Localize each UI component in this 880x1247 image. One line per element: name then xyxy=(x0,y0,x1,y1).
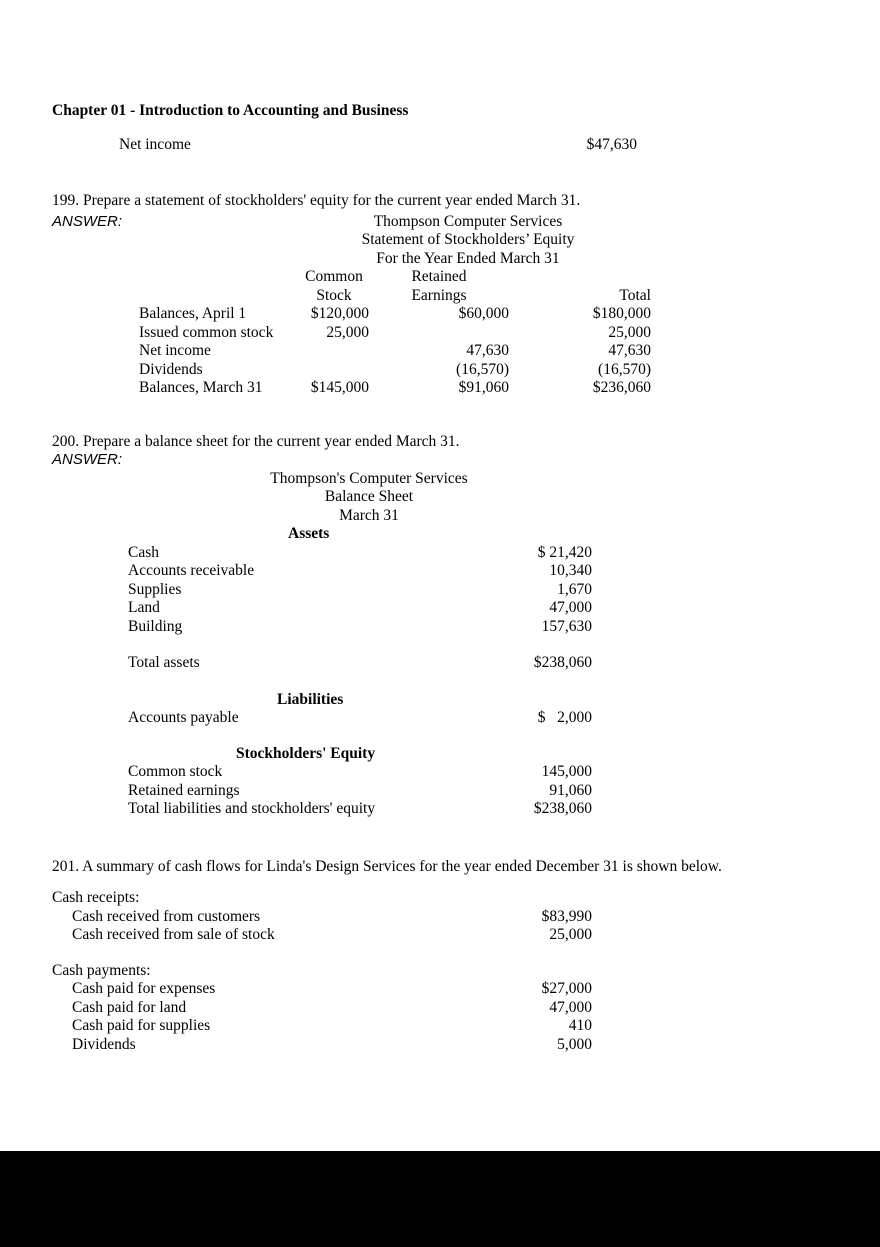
chapter-header: Chapter 01 - Introduction to Accounting and Business xyxy=(52,102,409,119)
row-label: Building xyxy=(128,617,183,635)
net-income-label: Net income xyxy=(119,135,191,153)
balance-sheet-row xyxy=(52,709,828,728)
row-label: Retained earnings xyxy=(128,781,240,799)
row-label: Dividends xyxy=(139,360,203,378)
row-label: Supplies xyxy=(128,580,182,598)
row-label: Balances, March 31 xyxy=(139,379,263,396)
row-value: $ 21,420 xyxy=(537,543,592,561)
row-common: 25,000 xyxy=(326,323,369,341)
table-row xyxy=(139,379,651,398)
balance-sheet-row xyxy=(52,599,828,618)
row-value: 47,000 xyxy=(549,599,592,616)
table-row xyxy=(139,305,651,324)
row-label: Net income xyxy=(139,342,211,359)
q200-title-statement: Balance Sheet xyxy=(324,488,414,505)
row-retained: (16,570) xyxy=(456,360,509,378)
row-retained: 47,630 xyxy=(466,342,509,359)
row-label: Cash paid for expenses xyxy=(72,980,216,997)
table-row xyxy=(139,361,651,380)
row-label: Common stock xyxy=(128,763,223,780)
q200-question: 200. Prepare a balance sheet for the current year ended March 31. xyxy=(52,432,460,450)
row-value: $83,990 xyxy=(541,907,592,925)
row-value: 5,000 xyxy=(557,1035,592,1053)
balance-sheet-row xyxy=(52,618,828,637)
row-value: 91,060 xyxy=(549,781,592,799)
q200-answer-label: ANSWER: xyxy=(52,451,123,468)
q199-title-statement: Statement of Stockholders’ Equity xyxy=(361,231,575,248)
cash-flow-row xyxy=(52,980,828,999)
row-common xyxy=(299,342,369,361)
equity-header-row-1 xyxy=(139,268,651,287)
cash-flow-row xyxy=(52,926,828,945)
row-value: 1,670 xyxy=(557,580,592,598)
col-total: Total xyxy=(619,286,651,304)
row-label: Accounts payable xyxy=(128,709,239,726)
net-income-row xyxy=(52,136,828,155)
q199-title-company: Thompson Computer Services xyxy=(373,212,563,230)
cash-flow-row xyxy=(52,1036,828,1055)
cash-flow-row xyxy=(52,908,828,927)
bottom-black-bar xyxy=(0,1151,880,1247)
row-value: $238,060 xyxy=(533,800,592,817)
row-value: $27,000 xyxy=(541,980,592,997)
cash-payments-heading: Cash payments: xyxy=(52,961,151,979)
assets-heading: Assets xyxy=(288,525,330,542)
balance-sheet-row xyxy=(52,581,828,600)
q199-title-period: For the Year Ended March 31 xyxy=(376,249,560,267)
row-value: 25,000 xyxy=(549,926,592,943)
row-value: 157,630 xyxy=(541,617,592,635)
row-value: $ 2,000 xyxy=(537,709,592,726)
row-common: $120,000 xyxy=(310,305,369,322)
cash-flow-row xyxy=(52,1017,828,1036)
row-label: Balances, April 1 xyxy=(139,305,247,322)
net-income-value: $47,630 xyxy=(586,135,637,153)
row-retained: $91,060 xyxy=(458,379,509,396)
row-retained: $60,000 xyxy=(458,305,509,322)
equity-heading: Stockholders' Equity xyxy=(236,744,376,762)
row-label: Land xyxy=(128,599,160,616)
row-label: Total liabilities and stockholders' equity xyxy=(128,800,376,817)
row-label: Total assets xyxy=(128,654,200,671)
row-value: $238,060 xyxy=(533,654,592,671)
balance-sheet-row xyxy=(52,544,828,563)
q200-title-date: March 31 xyxy=(339,506,399,524)
table-row xyxy=(139,324,651,343)
row-value: 410 xyxy=(568,1017,592,1034)
row-label: Dividends xyxy=(72,1035,136,1053)
q199-answer-block xyxy=(52,213,828,269)
q199-question: 199. Prepare a statement of stockholders' equity for the current year ended March 31. xyxy=(52,192,581,209)
row-total: 47,630 xyxy=(608,342,651,359)
row-value: 47,000 xyxy=(549,998,592,1016)
q201-question: 201. A summary of cash flows for Linda's Design Services for the year ended December 31 is shown below. xyxy=(52,857,722,875)
col-retained-line2: Earnings xyxy=(411,286,467,304)
cash-flow-row xyxy=(52,999,828,1018)
balance-sheet-row xyxy=(52,763,828,782)
balance-sheet-row xyxy=(52,562,828,581)
row-value: 10,340 xyxy=(549,562,592,579)
balance-sheet-row xyxy=(52,782,828,801)
row-total: 25,000 xyxy=(608,323,651,341)
row-label: Cash paid for land xyxy=(72,998,187,1016)
col-common-line1: Common xyxy=(305,268,363,285)
col-common-line2: Stock xyxy=(316,286,352,304)
row-label: Cash xyxy=(128,543,159,561)
col-retained-line1: Retained xyxy=(411,268,467,285)
q200-title-company: Thompson's Computer Services xyxy=(270,469,468,487)
equity-header-row-2 xyxy=(139,287,651,306)
row-label: Cash received from customers xyxy=(72,907,261,925)
row-total: $236,060 xyxy=(592,379,651,396)
stockholders-equity-table xyxy=(139,268,651,398)
row-total: $180,000 xyxy=(592,305,651,322)
table-row xyxy=(139,342,651,361)
row-value: 145,000 xyxy=(541,763,592,780)
row-label: Cash paid for supplies xyxy=(72,1017,211,1034)
row-label: Cash received from sale of stock xyxy=(72,926,275,943)
cash-receipts-heading: Cash receipts: xyxy=(52,889,140,906)
row-label: Accounts receivable xyxy=(128,562,255,579)
row-retained xyxy=(369,324,509,343)
balance-sheet-row xyxy=(52,800,828,819)
row-label: Issued common stock xyxy=(139,323,274,341)
row-total: (16,570) xyxy=(598,360,651,378)
q199-answer-label: ANSWER: xyxy=(52,212,123,230)
row-common xyxy=(299,361,369,380)
liabilities-heading: Liabilities xyxy=(277,690,344,708)
total-assets-row xyxy=(52,654,828,673)
row-common: $145,000 xyxy=(310,379,369,396)
